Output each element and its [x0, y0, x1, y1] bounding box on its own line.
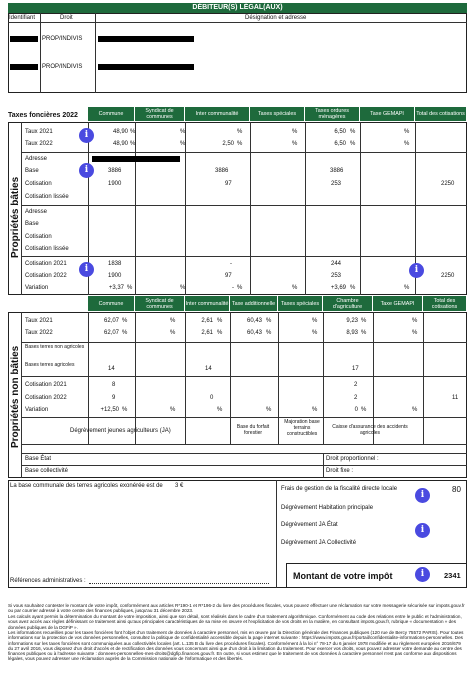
droit-fixe: Droit fixe :: [326, 468, 354, 474]
unit: %: [404, 141, 410, 147]
unit: %: [130, 129, 136, 135]
unit: %: [361, 407, 367, 413]
value: 6,50: [334, 141, 346, 147]
value: 9,23: [346, 318, 358, 324]
unit: %: [361, 318, 367, 324]
degrev-hab-label: Dégrèvement Habitation principale: [281, 505, 374, 511]
value: 6,50: [334, 129, 346, 135]
value: 9: [112, 395, 116, 401]
variation-label: Variation: [25, 285, 49, 291]
redacted-id: [10, 36, 38, 42]
cotisation-label: Cotisation: [25, 234, 52, 240]
total-value: 2250: [441, 181, 455, 187]
frais-value: 80: [452, 485, 461, 494]
montant-value: 2341: [444, 571, 461, 580]
tfb-header-syndicat: Syndicat de communes: [135, 107, 185, 121]
unit: %: [127, 285, 133, 291]
info-icon[interactable]: i: [79, 262, 94, 277]
unit: %: [237, 141, 243, 147]
unit: %: [217, 330, 223, 336]
unit: %: [237, 285, 243, 291]
cot2022-label: Cotisation 2022: [25, 395, 67, 401]
value: -: [230, 261, 232, 267]
adresse-label: Adresse: [25, 156, 48, 162]
tfnb-header-speciales: Taxes spéciales: [278, 296, 323, 311]
legal-text-1: Si vous souhaitez contester le montant de votre impôt, conformément aux articles R*190-1 et R*196-2 du livre des procédures fiscales, vous pouvez effectuer une réclamation sur votre messagerie sécurisée sur impots.gouv.fr ou par courrier adressé à votre centre des finances publiques, jusqu'au 31 décembre 2023.: [8, 603, 465, 614]
tfnb-header-gemapi: Taxe GEMAPI: [373, 296, 423, 311]
value: 8: [112, 382, 116, 388]
taux-2021-label: Taux 2021: [25, 318, 53, 324]
info-icon[interactable]: i: [409, 263, 424, 278]
unit: %: [170, 330, 176, 336]
value: 2,61: [201, 330, 213, 336]
value: 8,93: [346, 330, 358, 336]
montant-label: Montant de votre impôt: [293, 571, 393, 581]
tfnb-side-label: Propriétés non bâties: [10, 345, 21, 448]
value: 2,50: [222, 141, 234, 147]
droit-proportionnel: Droit proportionnel :: [326, 456, 379, 462]
unit: %: [237, 129, 243, 135]
unit: %: [350, 129, 356, 135]
tfnb-header-total: Total des cotisations: [423, 296, 467, 311]
unit: %: [180, 129, 186, 135]
value: 14: [205, 366, 212, 372]
redacted-name: [98, 36, 194, 42]
tfnb-header-commune: Commune: [88, 296, 135, 311]
tfnb-header-inter: Inter communalité: [185, 296, 230, 311]
cot2021-label: Cotisation 2021: [25, 382, 67, 388]
total-value: 11: [452, 395, 459, 401]
value: 60,43: [246, 330, 262, 336]
adresse-label: Adresse: [25, 209, 48, 215]
unit: %: [122, 318, 128, 324]
debiteurs-table: [8, 13, 467, 93]
cot2021-label: Cotisation 2021: [25, 261, 67, 267]
value: +3,69: [330, 285, 346, 291]
unit: %: [266, 318, 272, 324]
tfb-header-inter: Inter communalité: [185, 107, 250, 121]
majoration-label: Majoration base terrains constructibles: [284, 419, 320, 437]
tfb-header-gemapi: Taxe GEMAPI: [360, 107, 415, 121]
info-icon[interactable]: i: [415, 488, 430, 503]
unit: %: [350, 285, 356, 291]
value: 2: [354, 382, 358, 388]
value: -: [232, 285, 234, 291]
base-collectivite-label: Base collectivité: [25, 468, 69, 474]
unit: %: [361, 330, 367, 336]
value: 17: [352, 366, 359, 372]
cotisation-label: Cotisation: [25, 181, 52, 187]
legal-text-3: Les informations recueillies pour les taxes foncières font l'objet d'un traitement de données à caractère personnel, mis en œuvre par la Direction générale des Finances publiques (120 rue de Bercy 75572 PARIS). Pour toutes informations sur la protection de vos données personnelles, consultez la politique de confidentialité accessible depuis la page internet suivante : https://www.impots.gouv.fr/portail/confidentialite-informations-personnelles. Des informations sur les taxes foncières sont communiquées aux collectivités locales (art. L.135 B du livre des procédures fiscales). Conformément à la loi n° 78-17 du 6 janvier 1978 modifiée et au règlement européen 2016/679 du 27 avril 2016, vous disposez d'un droit d'accès et de rectification des données vous concernant ainsi que d'un droit à la limitation du traitement. Pour exercer vos droits, vous pouvez adresser votre demande au centre des finances publiques ou à l'adresse suivante : donnees-personnelles-mes-droits@dgfip.finances.gouv.fr. En outre, si vous estimez que le traitement de vos données à caractère personnel n'est pas conforme aux dispositions légales, vous pouvez adresser une réclamation auprès de la Commission nationale de l'informatique et des libertés.: [8, 630, 464, 662]
degrev-coll-label: Dégrèvement JA Collectivité: [281, 540, 357, 546]
tfb-header-speciales: Taxes spéciales: [250, 107, 305, 121]
unit: %: [122, 407, 128, 413]
taux-2022-label: Taux 2022: [25, 141, 53, 147]
variation-label: Variation: [25, 407, 49, 413]
value: 97: [225, 181, 232, 187]
unit: %: [404, 285, 410, 291]
unit: %: [180, 141, 186, 147]
redacted-address: [92, 156, 180, 162]
redacted-name: [98, 64, 194, 70]
info-icon[interactable]: i: [415, 567, 430, 582]
value: 1900: [108, 273, 122, 279]
bases-agri-label: Bases terres agricoles: [25, 362, 75, 368]
unit: %: [130, 141, 136, 147]
tfnb-header-additionnelle: Taxe additionnelle: [230, 296, 278, 311]
degrev-ja-label: Dégrèvement jeunes agriculteurs (JA): [70, 428, 171, 434]
value: 3886: [108, 168, 122, 174]
info-icon[interactable]: i: [415, 523, 430, 538]
value: 14: [108, 366, 115, 372]
unit: %: [312, 318, 318, 324]
unit: %: [122, 330, 128, 336]
value: 1900: [108, 181, 122, 187]
info-icon[interactable]: i: [79, 128, 94, 143]
base-label: Base: [25, 168, 39, 174]
cotisation-lissee-label: Cotisation lissée: [25, 194, 69, 200]
value: 253: [331, 181, 342, 187]
value: 62,07: [103, 330, 119, 336]
value: 97: [225, 273, 232, 279]
unit: %: [180, 285, 186, 291]
col-droit: Droit: [60, 15, 73, 21]
col-identifiant: Identifiant: [9, 15, 36, 21]
redacted-id: [10, 64, 38, 70]
base-forfait-label: Base du forfait forestier: [236, 424, 270, 436]
value: 253: [331, 273, 342, 279]
unit: %: [292, 285, 298, 291]
total-value: 2250: [441, 273, 455, 279]
unit: %: [266, 407, 272, 413]
value: 3886: [215, 168, 229, 174]
unit: %: [170, 407, 176, 413]
section-title: Taxes foncières 2022: [8, 112, 78, 119]
unit: %: [217, 407, 223, 413]
base-exoneree-value: 3 €: [175, 483, 184, 489]
references-label: Références administratives :: [10, 578, 86, 584]
tfb-header-total: Total des cotisations: [415, 107, 467, 121]
debiteurs-title: DÉBITEUR(S) LÉGAL(AUX): [8, 3, 467, 13]
value: 1838: [108, 261, 122, 267]
unit: %: [412, 318, 418, 324]
value: 48,90: [112, 141, 128, 147]
value: 62,07: [103, 318, 119, 324]
value: 48,90: [112, 129, 128, 135]
unit: %: [312, 330, 318, 336]
tfnb-header-chambre: Chambre d'agriculture: [323, 296, 373, 311]
base-label: Base: [25, 221, 39, 227]
value: +12,50: [100, 407, 119, 413]
value: 2: [354, 395, 358, 401]
droit-row-2: PROP/INDIVIS: [42, 64, 83, 70]
droit-row-1: PROP/INDIVIS: [42, 36, 83, 42]
value: 0: [354, 407, 358, 413]
unit: %: [312, 407, 318, 413]
taux-2022-label: Taux 2022: [25, 330, 53, 336]
col-designation: Désignation et adresse: [245, 15, 307, 21]
caisse-label: Caisse d'assurance des accidents agricoles: [332, 424, 408, 436]
unit: %: [266, 330, 272, 336]
degrev-etat-label: Dégrèvement JA État: [281, 522, 338, 528]
tfb-header-om: Taxes ordures ménagères: [305, 107, 360, 121]
frais-label: Frais de gestion de la fiscalité directe locale: [281, 486, 398, 492]
tfb-header-commune: Commune: [88, 107, 135, 121]
unit: %: [412, 407, 418, 413]
unit: %: [217, 318, 223, 324]
cot2022-label: Cotisation 2022: [25, 273, 67, 279]
base-exoneree-label: La base communale des terres agricoles exonérée est de: [10, 483, 163, 489]
cotisation-lissee-label: Cotisation lissée: [25, 246, 69, 252]
value: 0: [210, 395, 214, 401]
value: 2,61: [201, 318, 213, 324]
legal-text-2: Les calculs ayant permis la détermination du montant de votre imposition, ainsi que son détail, sont réalisés dans le cadre d'un traitement algorithmique. Conformément au code des relations entre le public et l'administration, vous avez accès aux règles définissant ce traitement ainsi qu'aux principales caractéristiques de sa mise en œuvre et l'explicitation de vos droits en la matière, en consultant impots.gouv.fr, rubrique « documentation » des données publiques de la DGFiP ».: [8, 614, 462, 630]
unit: %: [292, 141, 298, 147]
value: 60,43: [246, 318, 262, 324]
value: 244: [331, 261, 342, 267]
unit: %: [292, 129, 298, 135]
value: 3886: [330, 168, 344, 174]
unit: %: [412, 330, 418, 336]
base-etat-label: Base État: [25, 456, 52, 462]
unit: %: [170, 318, 176, 324]
unit: %: [350, 141, 356, 147]
taux-2021-label: Taux 2021: [25, 129, 53, 135]
unit: %: [404, 129, 410, 135]
info-icon[interactable]: i: [79, 163, 94, 178]
bases-nonagri-label: Bases terres non agricoles: [25, 344, 85, 350]
tfb-side-label: Propriétés bâties: [10, 176, 21, 258]
tfnb-header-syndicat: Syndicat de communes: [135, 296, 185, 311]
value: +3,37: [108, 285, 124, 291]
